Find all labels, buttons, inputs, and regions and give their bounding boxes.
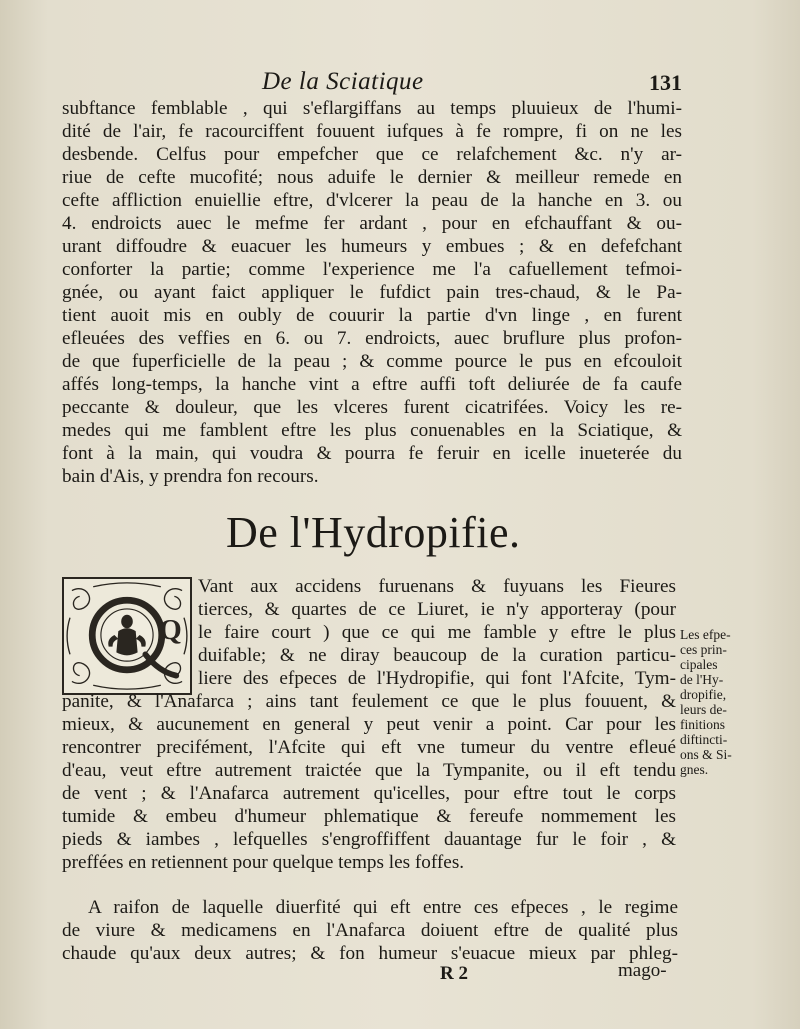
text-line: riue de cefte mucofité; nous aduife le dernier & meilleur remede en: [62, 167, 682, 188]
text-line: mieux, & aucunement en general y peut venir a point. Car pour les: [62, 714, 676, 735]
text-line: tumide & embeu d'humeur phlematique & fereufe nommement les: [62, 806, 676, 827]
text-line: gnée, ou ayant faict appliquer le fufdict pain tres-chaud, & le Pa-: [62, 282, 682, 303]
text-line: cefte affliction enuiellie eftre, d'vlcerer la peau de la hanche en 3. ou: [62, 190, 682, 211]
text-line: medes qui me famblent eftre les plus conuenables en la Sciatique, &: [62, 420, 682, 441]
catchword: mago-: [618, 960, 667, 981]
text-line: duifable; & ne diray beaucoup de la curation particu-: [198, 645, 676, 666]
text-line: subftance femblable , qui s'eflargiffans au temps pluuieux de l'humi-: [62, 98, 682, 119]
text-line: dité de l'air, fe racourciffent fouuent iufques à fe rompre, fi on ne les: [62, 121, 682, 142]
text-line: rencontrer precifément, l'Afcite qui eft vne tumeur du ventre efleué: [62, 737, 676, 758]
text-line: tierces, & quartes de ce Liuret, ie n'y apporteray (pour: [198, 599, 676, 620]
running-title: De la Sciatique: [262, 68, 424, 95]
margin-note-line: cipales: [680, 657, 718, 672]
margin-note-line: dropifie,: [680, 687, 727, 702]
text-line: preffées en retiennent pour quelque temps les foffes.: [62, 852, 465, 873]
text-line: pieds & iambes , lefquelles s'engroffiffent dauantage fur le foir , &: [62, 829, 676, 850]
text-line: de vent ; & l'Anafarca autrement qu'icelles, pour eftre tout le corps: [62, 783, 676, 804]
text-line: Vant aux accidens furuenans & fuyuans les Fieures: [198, 576, 676, 597]
margin-note-line: ons & Si-: [680, 747, 732, 762]
text-line: efleuées des veffies en 6. ou 7. endroicts, auec bruflure plus profon-: [62, 328, 682, 349]
text-line: de viure & medicamens en l'Anafarca doiuent eftre de qualité plus: [62, 920, 678, 941]
text-line: affés long-temps, la hanche vint a eftre auffi toft deliurée de fa caufe: [62, 374, 682, 395]
margin-note-line: gnes.: [680, 762, 709, 777]
section-heading: De l'Hydropifie.: [226, 508, 521, 557]
text-line: 4. endroicts auec le mefme fer ardant , pour en efchauffant & ou-: [62, 213, 682, 234]
margin-note-line: diftincti-: [680, 732, 728, 747]
margin-note-line: ces prin-: [680, 642, 727, 657]
margin-note-line: leurs de-: [680, 702, 727, 717]
text-line: chaude qu'aux deux autres; & fon humeur s'euacue mieux par phleg-: [62, 943, 678, 964]
signature-mark: R 2: [440, 963, 468, 984]
margin-note-line: finitions: [680, 717, 726, 732]
text-line: conforter la partie; comme l'experience me l'a cafuellement tefmoi-: [62, 259, 682, 280]
decorated-initial: [62, 577, 192, 695]
margin-note-line: de l'Hy-: [680, 672, 724, 687]
text-line: liere des efpeces de l'Hydropifie, qui font l'Afcite, Tym-: [198, 668, 676, 689]
text-line: desbende. Celfus pour empefcher que ce relafchement &c. n'y ar-: [62, 144, 682, 165]
text-line: de que fuperficielle de la peau ; & comme pource le pus en efcouloit: [62, 351, 682, 372]
text-line: d'eau, veut eftre autrement traictée que la Tympanite, ou il eft tendu: [62, 760, 676, 781]
text-line: font à la main, qui voudra & pourra fe feruir en icelle inueterée du: [62, 443, 682, 464]
text-line: urant diffoudre & euacuer les humeurs y embues ; & en defefchant: [62, 236, 682, 257]
initial-ornament-icon: [64, 579, 190, 693]
page-number: 131: [649, 70, 682, 95]
initial-letter: Q: [159, 613, 182, 646]
text-line: tient auoit mis en oubly de couurir la partie d'vn linge , en furent: [62, 305, 682, 326]
margin-note-line: Les efpe-: [680, 627, 731, 642]
text-line: peccante & douleur, que les vlceres furent cicatrifées. Voicy les re-: [62, 397, 682, 418]
text-line: A raifon de laquelle diuerfité qui eft entre ces efpeces , le regime: [88, 897, 678, 918]
text-line: le faire court ) que ce qui me famble y eftre le plus: [198, 622, 676, 643]
text-line: panite, & l'Anafarca ; ains tant feulement ce que le plus fouuent, &: [62, 691, 676, 712]
running-head: [262, 68, 682, 102]
text-line: bain d'Ais, y prendra fon recours.: [62, 466, 319, 487]
